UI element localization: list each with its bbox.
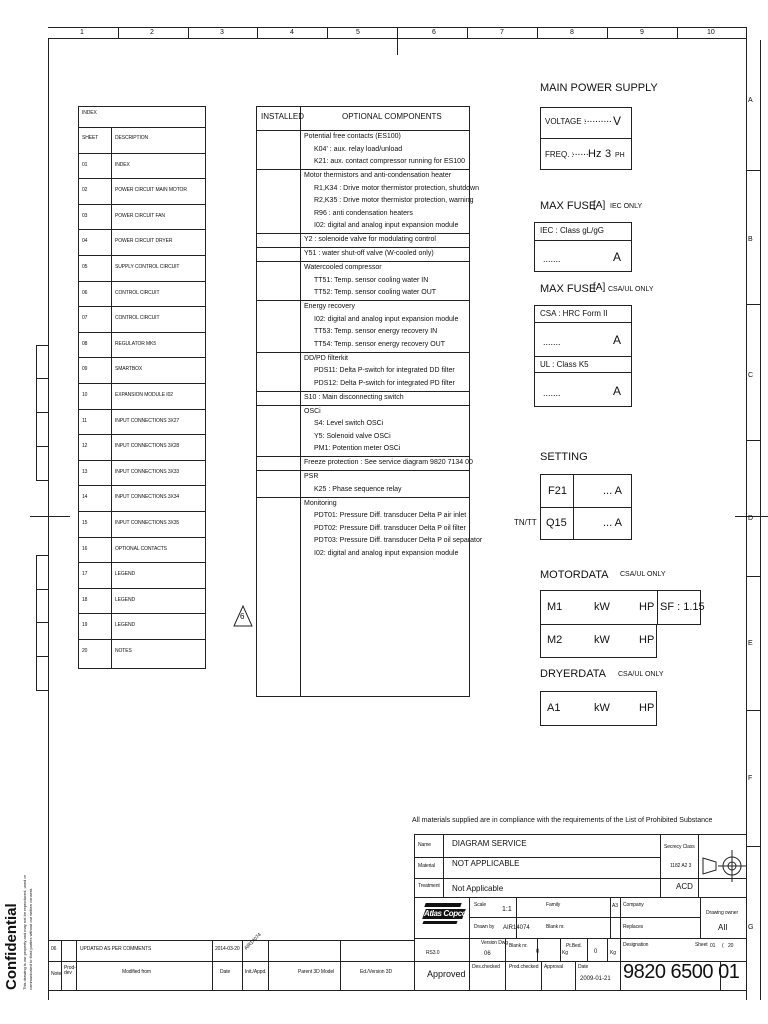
freq-value: ...... bbox=[572, 147, 589, 158]
options-group-line: I02: digital and analog input expansion module bbox=[314, 550, 459, 557]
tb-security-value: 1182 A2 3 bbox=[670, 863, 692, 869]
index-row-sheet: 15 bbox=[82, 520, 88, 526]
dryer-a1-name: A1 bbox=[547, 702, 561, 714]
index-row-sheet: 16 bbox=[82, 546, 88, 552]
index-row-description: INPUT CONNECTIONS 3X27 bbox=[115, 418, 180, 424]
column-number: 9 bbox=[640, 29, 644, 36]
options-group-line: K21: aux. contact compressor running for ES100 bbox=[314, 158, 465, 165]
options-group-line: TT51: Temp. sensor cooling water IN bbox=[314, 277, 429, 284]
phase-unit: PH bbox=[615, 152, 625, 159]
options-group-heading: Monitoring bbox=[304, 500, 337, 507]
rev-h-note: Note bbox=[51, 971, 62, 977]
tb-scale-label: Scale bbox=[474, 902, 487, 908]
index-row-sheet: 17 bbox=[82, 571, 88, 577]
index-row-description: CONTROL CIRCUIT bbox=[115, 290, 160, 296]
column-number: 8 bbox=[570, 29, 574, 36]
options-group-line: PDT02: Pressure Diff. transducer Delta P oil filter bbox=[314, 525, 466, 532]
options-group-line: TT52: Temp. sensor cooling water OUT bbox=[314, 289, 437, 296]
motor-m2-name: M2 bbox=[547, 634, 563, 646]
tb-ptr-value: 0 bbox=[594, 949, 598, 955]
options-group-heading: Watercooled compressor bbox=[304, 264, 382, 271]
freq-label: FREQ. : bbox=[545, 150, 574, 159]
tb-date-label: Date bbox=[578, 964, 589, 970]
iec-unit: A bbox=[613, 250, 622, 264]
options-col-installed: INSTALLED bbox=[261, 112, 304, 121]
options-group-heading: DD/PD filterkit bbox=[304, 355, 348, 362]
tb-version-label: Version Dwg bbox=[481, 940, 508, 946]
row-letter: G bbox=[748, 924, 754, 931]
tb-kg2: Kg bbox=[610, 950, 616, 956]
index-row-description: OPTIONAL CONTACTS bbox=[115, 546, 167, 552]
voltage-unit: V bbox=[613, 114, 622, 128]
voltage-value: .......... bbox=[584, 114, 612, 125]
options-group-heading: Freeze protection : See service diagram 9820 7134 00 bbox=[304, 459, 473, 466]
row-letter: A bbox=[748, 97, 753, 104]
index-row-description: INPUT CONNECTIONS 3X34 bbox=[115, 494, 180, 500]
row-letter: E bbox=[748, 640, 753, 647]
motor-title: MOTORDATA bbox=[540, 569, 609, 581]
index-row-sheet: 09 bbox=[82, 366, 88, 372]
dryer-a1-hp: HP bbox=[639, 702, 655, 714]
options-group-heading: Energy recovery bbox=[304, 303, 355, 310]
fuse-iec-note: IEC ONLY bbox=[610, 203, 643, 210]
options-col-optional: OPTIONAL COMPONENTS bbox=[342, 112, 442, 121]
options-group-line: TT54: Temp. sensor energy recovery OUT bbox=[314, 341, 445, 348]
tb-sheet-label: Sheet bbox=[695, 942, 708, 948]
tb-approved: Approved bbox=[427, 969, 466, 979]
motor-m1-hp: HP bbox=[639, 601, 655, 613]
index-row-sheet: 19 bbox=[82, 622, 88, 628]
motor-m1-sf: SF : 1.15 bbox=[660, 601, 705, 613]
fuse-csa-unit: [A] bbox=[593, 282, 606, 293]
row-letter: B bbox=[748, 236, 753, 243]
index-row-sheet: 05 bbox=[82, 264, 88, 270]
options-group-heading: Potential free contacts (ES100) bbox=[304, 133, 401, 140]
index-title: INDEX bbox=[82, 110, 97, 116]
tb-drawn-value: AIR14074 bbox=[503, 925, 530, 931]
tb-date-value: 2009-01-21 bbox=[580, 976, 611, 982]
options-group-line: PDS11: Delta P-switch for integrated DD filter bbox=[314, 367, 455, 374]
tb-version-value: 06 bbox=[484, 951, 491, 957]
iec-value: ....... bbox=[543, 254, 561, 264]
column-number: 7 bbox=[500, 29, 504, 36]
options-group-line: Y5: Solenoid valve OSCi bbox=[314, 433, 391, 440]
compliance-note: All materials supplied are in compliance with the requirements of the List of Prohibited Substance bbox=[412, 817, 713, 824]
power-title: MAIN POWER SUPPLY bbox=[540, 82, 658, 94]
drawing-number: 9820 6500 01 bbox=[623, 961, 740, 983]
atlas-copco-logo bbox=[423, 902, 465, 928]
index-row-sheet: 02 bbox=[82, 187, 88, 193]
motor-m1-name: M1 bbox=[547, 601, 563, 613]
tb-size-value: A3 bbox=[612, 903, 618, 909]
tb-replaces-label: Replaces bbox=[623, 924, 644, 930]
index-row-sheet: 12 bbox=[82, 443, 88, 449]
tb-owner-value: AII bbox=[718, 923, 728, 932]
column-number: 1 bbox=[80, 29, 84, 36]
tb-owner-label: Drawing owner bbox=[706, 910, 739, 916]
iec-class: IEC : Class gL/gG bbox=[540, 226, 605, 235]
setting-side-label: TN/TT bbox=[514, 518, 537, 527]
tb-scale-value: 1:1 bbox=[502, 906, 512, 913]
rev-description: UPDATED AS PER COMMENTS bbox=[80, 946, 152, 952]
ul-unit: A bbox=[613, 384, 622, 398]
motor-m2-kw: kW bbox=[594, 634, 610, 646]
tb-treatment-value: Not Applicable bbox=[452, 884, 504, 893]
tb-drawn-label: Drawn by bbox=[474, 924, 495, 930]
index-row-sheet: 18 bbox=[82, 597, 88, 603]
setting-name-f21: F21 bbox=[548, 485, 567, 497]
setting-value-f21: ... A bbox=[603, 485, 622, 497]
setting-value-q15: ... A bbox=[603, 517, 622, 529]
index-row-sheet: 10 bbox=[82, 392, 88, 398]
options-group-heading: Y51 : water shut-off valve (W-cooled only) bbox=[304, 250, 434, 257]
index-row-description: POWER CIRCUIT FAN bbox=[115, 213, 165, 219]
tb-kg1: Kg bbox=[562, 950, 568, 956]
options-group-line: R2,K35 : Drive motor thermistor protection, warning bbox=[314, 197, 474, 204]
rev-h-prod: Prod-dev bbox=[64, 965, 76, 976]
setting-title: SETTING bbox=[540, 451, 588, 463]
index-row-description: LEGEND bbox=[115, 622, 135, 628]
tb-designation-label: Designation bbox=[623, 942, 649, 948]
freq-unit: Hz bbox=[588, 148, 602, 160]
index-row-sheet: 13 bbox=[82, 469, 88, 475]
options-group-line: I02: digital and analog input expansion module bbox=[314, 222, 459, 229]
tb-ptr-label: Pt.Bed. bbox=[566, 943, 582, 949]
options-group-line: PDT03: Pressure Diff. transducer Delta P oil separator bbox=[314, 537, 483, 544]
confidential-word: Confidential bbox=[3, 903, 20, 990]
options-group-line: K04' : aux. relay load/unload bbox=[314, 146, 403, 153]
options-group-heading: OSCi bbox=[304, 408, 321, 415]
options-group-heading: S10 : Main disconnecting switch bbox=[304, 394, 404, 401]
index-row-sheet: 08 bbox=[82, 341, 88, 347]
motor-m2-hp: HP bbox=[639, 634, 655, 646]
options-group-line: PM1: Potention meter OSCi bbox=[314, 445, 401, 452]
tb-sheet-separator: ( bbox=[722, 943, 724, 949]
index-col-desc: DESCRIPTION bbox=[115, 135, 149, 141]
voltage-label: VOLTAGE : bbox=[545, 117, 587, 126]
row-letter: F bbox=[748, 775, 753, 782]
tb-treatment-label: Treatment bbox=[418, 883, 440, 889]
column-number: 2 bbox=[150, 29, 154, 36]
index-row-description: INPUT CONNECTIONS 3X35 bbox=[115, 520, 180, 526]
tb-material-label: Material bbox=[418, 863, 435, 869]
fuse-csa-note: CSA/UL ONLY bbox=[608, 286, 654, 293]
options-group-line: R96 : anti condensation heaters bbox=[314, 210, 413, 217]
phase-number: 3 bbox=[605, 148, 612, 160]
options-group-heading: Motor thermistors and anti-condensation heater bbox=[304, 172, 452, 179]
index-row-description: SUPPLY CONTROL CIRCUIT bbox=[115, 264, 180, 270]
index-row-sheet: 03 bbox=[82, 213, 88, 219]
fuse-iec-title: MAX FUSE bbox=[540, 200, 597, 212]
tb-sheet-value: 01 bbox=[710, 943, 716, 949]
csa-class: CSA : HRC Form II bbox=[540, 309, 608, 318]
index-row-sheet: 04 bbox=[82, 238, 88, 244]
csa-value: ....... bbox=[543, 337, 561, 347]
index-row-description: NOTES bbox=[115, 648, 132, 654]
index-row-sheet: 11 bbox=[82, 418, 87, 424]
tb-name-value: DIAGRAM SERVICE bbox=[452, 839, 527, 848]
csa-unit: A bbox=[613, 333, 622, 347]
index-row-description: INDEX bbox=[115, 162, 130, 168]
index-row-description: REGULATOR MK5 bbox=[115, 341, 157, 347]
ul-value: ....... bbox=[543, 388, 561, 398]
index-row-description: EXPANSION MODULE I02 bbox=[115, 392, 173, 398]
tb-blank2-value: 0 bbox=[536, 949, 540, 955]
dryer-note: CSA/UL ONLY bbox=[618, 671, 664, 678]
tb-des-checked: Des.checked bbox=[472, 964, 500, 970]
rev-h-modified: Modified from bbox=[122, 969, 151, 975]
options-group-line: PDT01: Pressure Diff. transducer Delta P air inlet bbox=[314, 512, 467, 519]
dryer-title: DRYERDATA bbox=[540, 668, 607, 680]
tb-approval: Approval bbox=[544, 964, 563, 970]
confidential-line2: communicated to third parties without our written consent. bbox=[28, 887, 33, 990]
options-group-line: K25 : Phase sequence relay bbox=[314, 486, 402, 493]
index-row-description: CONTROL CIRCUIT bbox=[115, 315, 160, 321]
tb-status: RS3.0 bbox=[426, 950, 440, 956]
column-number: 6 bbox=[432, 29, 436, 36]
revision-mark: 6 bbox=[240, 612, 245, 621]
options-group-line: TT53: Temp. sensor energy recovery IN bbox=[314, 328, 438, 335]
tb-material-value: NOT APPLICABLE bbox=[452, 859, 520, 868]
tb-sheet-total: 20 bbox=[728, 943, 734, 949]
column-number: 5 bbox=[356, 29, 360, 36]
rev-h-parent: Parent 3D Model bbox=[298, 969, 335, 975]
fuse-iec-unit: [A] bbox=[593, 200, 606, 211]
tb-family-label: Family bbox=[546, 902, 561, 908]
setting-name-q15: Q15 bbox=[546, 517, 567, 529]
row-letter: C bbox=[748, 372, 754, 379]
rev-h-date: Date bbox=[220, 969, 231, 975]
options-group-line: PDS12: Delta P-switch for integrated PD filter bbox=[314, 380, 455, 387]
rev-h-init: Init./Appd. bbox=[245, 969, 267, 975]
index-row-sheet: 20 bbox=[82, 648, 88, 654]
column-number: 10 bbox=[707, 29, 715, 36]
logo-text: Atlas Copco bbox=[424, 909, 467, 918]
rev-date: 2014-03-20 bbox=[215, 946, 240, 952]
tb-prod-checked: Prod.checked bbox=[509, 964, 539, 970]
options-group-line: R1,K34 : Drive motor thermistor protection, shutdown bbox=[314, 185, 479, 192]
tb-company-label: Company bbox=[623, 902, 644, 908]
rev-version: 06 bbox=[51, 946, 57, 952]
ul-class: UL : Class K5 bbox=[540, 360, 589, 369]
index-col-sheet: SHEET bbox=[82, 135, 99, 141]
column-number: 4 bbox=[290, 29, 294, 36]
index-row-description: POWER CIRCUIT DRYER bbox=[115, 238, 173, 244]
index-row-sheet: 14 bbox=[82, 494, 88, 500]
rev-h-ed: Ed./Version 3D bbox=[360, 969, 392, 975]
index-row-description: LEGEND bbox=[115, 597, 135, 603]
row-letter: D bbox=[748, 515, 754, 522]
confidential-line1: This drawing is our property and may not be reproduced, used or bbox=[22, 875, 27, 990]
fuse-csa-title: MAX FUSE bbox=[540, 283, 597, 295]
index-row-description: SMARTBOX bbox=[115, 366, 143, 372]
motor-m1-kw: kW bbox=[594, 601, 610, 613]
options-group-line: I02: digital and analog input expansion module bbox=[314, 316, 459, 323]
tb-security-label: Secrecy Class bbox=[664, 844, 695, 850]
options-group-line: S4: Level switch OSCi bbox=[314, 420, 384, 427]
rev-stamp: AIR14074 bbox=[243, 932, 263, 952]
options-group-heading: Y2 : solenoide valve for modulating control bbox=[304, 236, 436, 243]
tb-name-label: Name bbox=[418, 842, 431, 848]
tb-blank2-label: Blank nr. bbox=[509, 943, 528, 949]
dryer-a1-kw: kW bbox=[594, 702, 610, 714]
index-row-sheet: 07 bbox=[82, 315, 88, 321]
index-row-description: POWER CIRCUIT MAIN MOTOR bbox=[115, 187, 187, 193]
motor-note: CSA/UL ONLY bbox=[620, 571, 666, 578]
confidential-block bbox=[4, 780, 48, 990]
index-row-description: INPUT CONNECTIONS 3X28 bbox=[115, 443, 180, 449]
options-group-heading: PSR bbox=[304, 473, 319, 480]
index-row-sheet: 01 bbox=[82, 162, 88, 168]
index-row-sheet: 06 bbox=[82, 290, 88, 296]
index-row-description: INPUT CONNECTIONS 3X33 bbox=[115, 469, 180, 475]
column-number: 3 bbox=[220, 29, 224, 36]
tb-acd: ACD bbox=[676, 882, 693, 891]
index-row-description: LEGEND bbox=[115, 571, 135, 577]
tb-blank-label: Blank nr. bbox=[546, 924, 565, 930]
